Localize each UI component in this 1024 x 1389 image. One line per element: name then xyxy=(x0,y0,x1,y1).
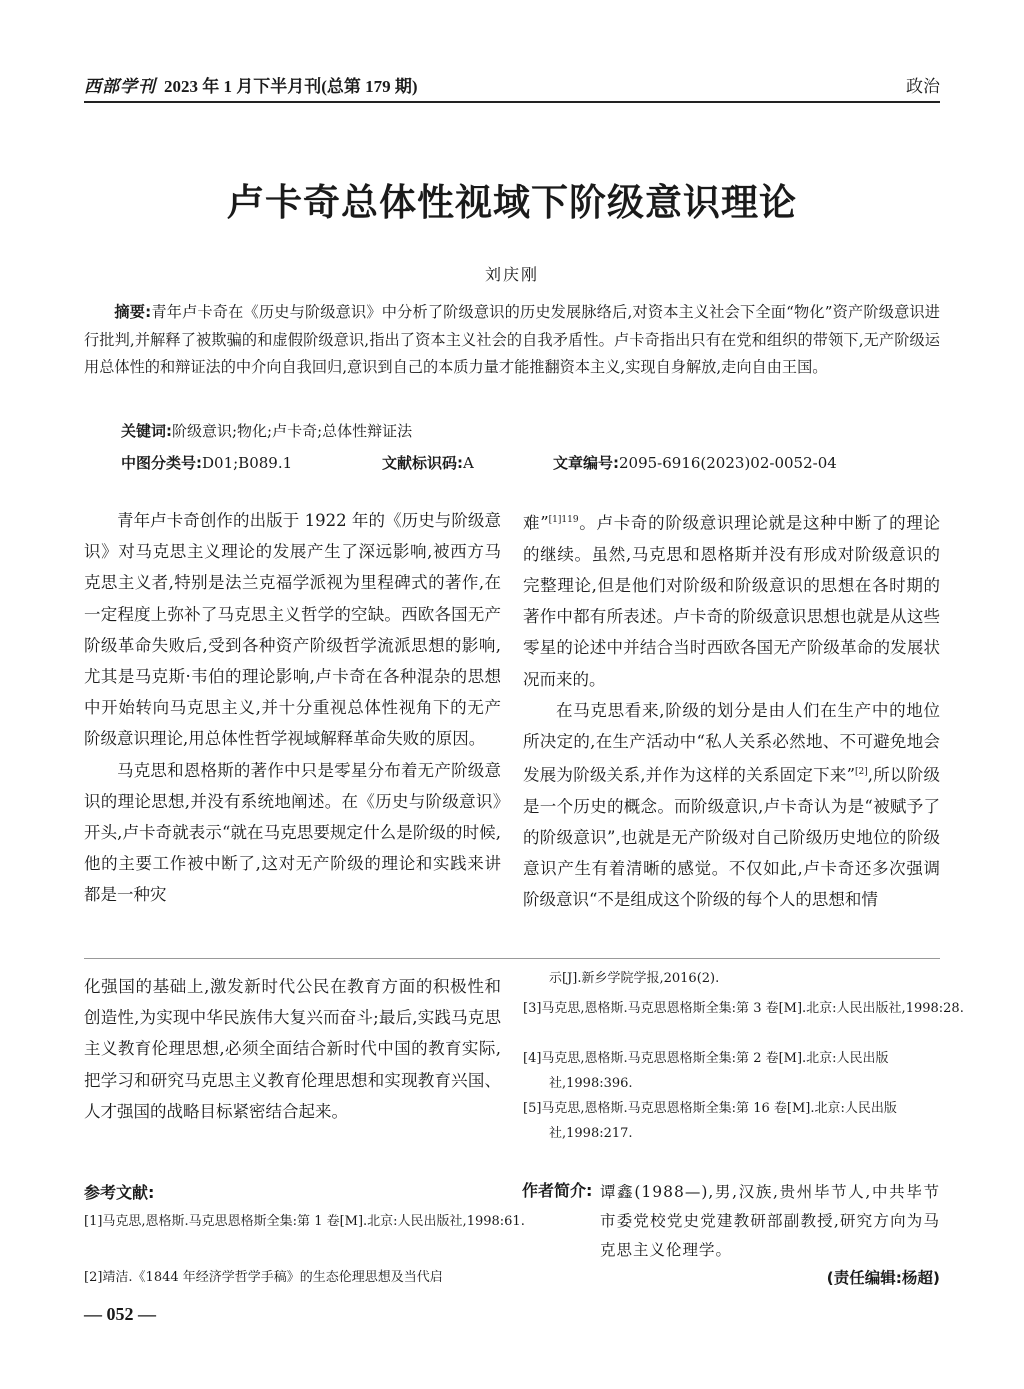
section-tag: 政治 xyxy=(906,77,940,97)
doc-code-value: A xyxy=(463,454,474,472)
author-name: 刘庆刚 xyxy=(484,265,539,284)
reference-item: [3]马克思,恩格斯.马克思恩格斯全集:第 3 卷[M].北京:人民出版社,1998:28. xyxy=(523,1001,964,1016)
citation: [1]119 xyxy=(548,515,579,525)
article-no-value: 2095-6916(2023)02-0052-04 xyxy=(619,454,837,472)
running-header xyxy=(84,70,940,100)
keywords-text: 阶级意识;物化;卢卡奇;总体性辩证法 xyxy=(172,422,413,440)
references-heading: 参考文献: xyxy=(84,1183,155,1202)
reference-item-continued: 示[J].新乡学院学报,2016(2). xyxy=(549,971,720,986)
keywords xyxy=(121,420,412,441)
responsible-editor: (责任编辑:杨超) xyxy=(826,1269,940,1287)
section-divider xyxy=(84,958,940,959)
body-paragraph xyxy=(523,505,940,695)
doc-code-label: 文献标识码: xyxy=(382,454,463,472)
journal-name: 西部学刊 xyxy=(84,77,156,97)
article-no xyxy=(553,452,837,473)
left-column xyxy=(84,505,501,911)
doc-code xyxy=(382,452,474,473)
body-text: 在马克思看来,阶级的划分是由人们在生产中的地位所决定的,在生产活动中“私人关系必然地、不可避免地会发展为阶级关系,并作为这样的关系固定下来” xyxy=(523,700,940,785)
clc-value: D01;B089.1 xyxy=(202,454,293,472)
article-no-label: 文章编号: xyxy=(553,454,619,472)
body-paragraph: 马克思和恩格斯的著作中只是零星分布着无产阶级意识的理论思想,并没有系统地阐述。在《历史与阶级意识》开头,卢卡奇就表示“就在马克思要规定什么是阶级的时候,他的主要工作被中断了,这对无产阶级的理论和实践来讲都是一种灾 xyxy=(84,760,501,905)
header-rule xyxy=(84,101,940,103)
reference-item: [1]马克思,恩格斯.马克思恩格斯全集:第 1 卷[M].北京:人民出版社,1998:61. xyxy=(84,1214,525,1229)
clc-label: 中图分类号: xyxy=(121,454,202,472)
article-title: 卢卡奇总体性视域下阶级意识理论 xyxy=(227,181,797,224)
body-paragraph xyxy=(523,695,940,916)
continuation-text xyxy=(84,971,501,1127)
abstract xyxy=(84,299,940,382)
issue-info: 2023 年 1 月下半月刊(总第 179 期) xyxy=(164,77,418,96)
body-paragraph: 青年卢卡奇创作的出版于 1922 年的《历史与阶级意识》对马克思主义理论的发展产生了深远影响,被西方马克思主义者,特别是法兰克福学派视为里程碑式的著作,在一定程度上弥补了马克思主义哲学的空缺。西欧各国无产阶级革命失败后,受到各种资产阶级哲学流派思想的影响,尤其是马克斯·韦伯的理论影响,卢卡奇在各种混杂的思想中开始转向马克思主义,并十分重视总体性视角下的无产阶级意识理论,用总体性哲学视域解释革命失败的原因。 xyxy=(84,511,501,749)
bio-text: 谭鑫(1988—),男,汉族,贵州毕节人,中共毕节市委党校党史党建教研部副教授,研究方向为马克思主义伦理学。 xyxy=(600,1183,940,1259)
clc xyxy=(121,452,292,473)
body-text: ,所以阶级是一个历史的概念。而阶级意识,卢卡奇认为是“被赋予了的阶级意识”,也就是无产阶级对自己阶级历史地位的阶级意识产生有着清晰的感觉。不仅如此,卢卡奇还多次强调阶级意识“不是组成这个阶级的每个人的思想和情 xyxy=(523,765,940,910)
page-number: — 052 — xyxy=(84,1304,156,1324)
right-column xyxy=(523,505,940,916)
body-text: 难” xyxy=(523,513,549,533)
keywords-label: 关键词: xyxy=(121,422,172,440)
citation: [2] xyxy=(855,767,868,778)
reference-item: [4]马克思,恩格斯.马克思恩格斯全集:第 2 卷[M].北京:人民出版社,1998:396. xyxy=(523,1051,889,1091)
abstract-label: 摘要: xyxy=(114,303,152,321)
abstract-text: 青年卢卡奇在《历史与阶级意识》中分析了阶级意识的历史发展脉络后,对资本主义社会下全面“物化”资产阶级意识进行批判,并解释了被欺骗的和虚假阶级意识,指出了资本主义社会的自我矛盾性。卢卡奇指出只有在党和组织的带领下,无产阶级运用总体性的和辩证法的中介向自我回归,意识到自己的本质力量才能推翻资本主义,实现自身解放,走向自由王国。 xyxy=(84,303,940,376)
reference-item: [5]马克思,恩格斯.马克思恩格斯全集:第 16 卷[M].北京:人民出版社,1998:217. xyxy=(523,1101,897,1141)
bio-label: 作者简介: xyxy=(522,1181,593,1200)
reference-item: [2]靖洁.《1844 年经济学哲学手稿》的生态伦理思想及当代启 xyxy=(84,1270,443,1285)
body-paragraph: 化强国的基础上,激发新时代公民在教育方面的积极性和创造性,为实现中华民族伟大复兴而奋斗;最后,实践马克思主义教育伦理思想,必须全面结合新时代中国的教育实际,把学习和研究马克思主义教育伦理思想和实现教育兴国、人才强国的战略目标紧密结合起来。 xyxy=(84,977,501,1121)
body-text: 。卢卡奇的阶级意识理论就是这种中断了的理论的继续。虽然,马克思和恩格斯并没有形成对阶级意识的完整理论,但是他们对阶级和阶级意识的思想在各时期的著作中都有所表述。卢卡奇的阶级意识思想也就是从这些零星的论述中并结合当时西欧各国无产阶级革命的发展状况而来的。 xyxy=(523,513,941,689)
